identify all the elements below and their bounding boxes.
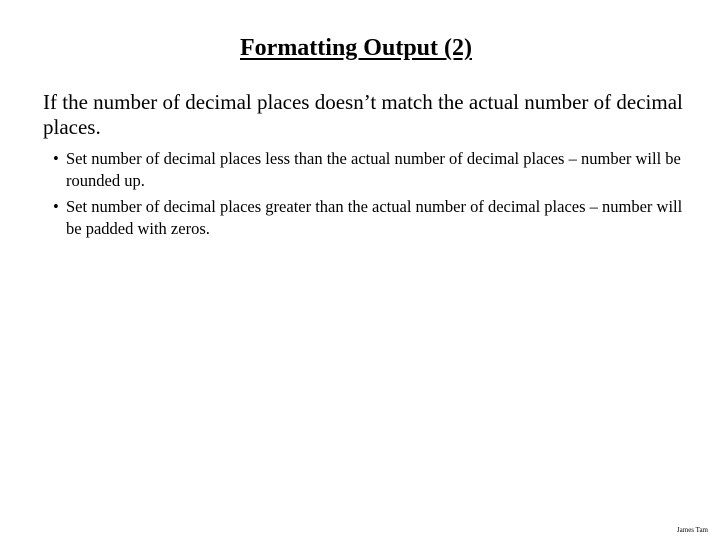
intro-paragraph: If the number of decimal places doesn’t match the actual number of decimal places. [43,90,683,139]
bullet-marker: • [53,149,59,168]
slide-title: Formatting Output (2) [240,35,472,61]
bullet-text: Set number of decimal places greater than the actual number of decimal places – number will be padded with zeros. [66,197,683,238]
bullet-text: Set number of decimal places less than the actual number of decimal places – number will be rounded up. [66,149,681,190]
bullet-item-padded [48,196,688,240]
bullet-list [48,148,688,244]
footer-author: James Tam [676,526,708,534]
bullet-marker: • [53,197,59,216]
bullet-item-rounded [48,148,688,192]
